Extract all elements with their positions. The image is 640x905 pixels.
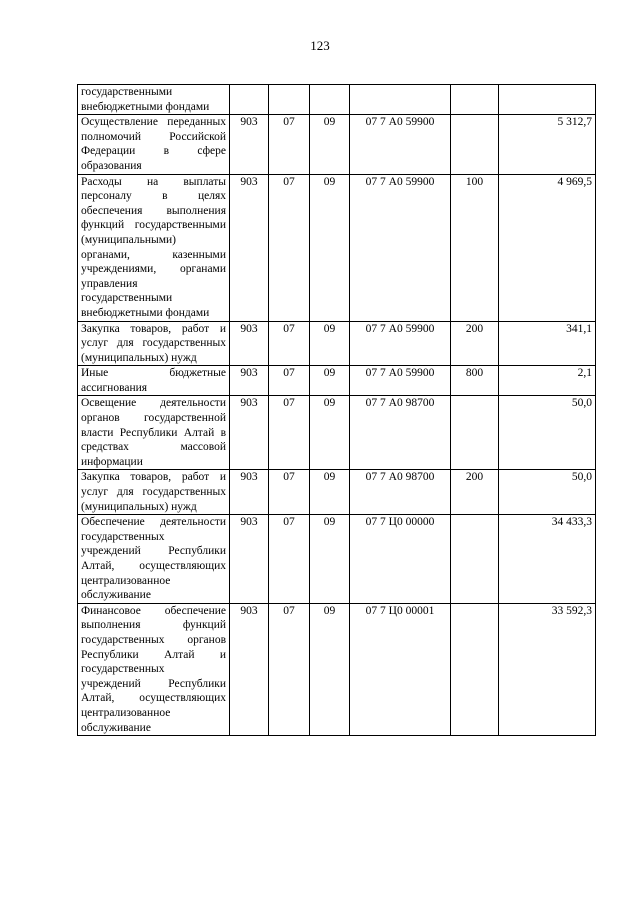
expense-name-cell: Закупка товаров, работ и услуг для государственных (муниципальных) нужд — [78, 321, 230, 366]
section-code-cell: 07 — [269, 470, 310, 515]
expense-name-cell: Закупка товаров, работ и услуг для государственных (муниципальных) нужд — [78, 470, 230, 515]
table-row — [78, 603, 596, 735]
subsection-code-cell: 09 — [310, 515, 350, 604]
subsection-code-cell: 09 — [310, 174, 350, 321]
target-article-cell: 07 7 А0 59900 — [350, 115, 451, 174]
expense-name-cell: Финансовое обеспечение выполнения функций государственных органов Республики Алтай и государственных учреждений Республики Алтай, осуществляющих централизованное обслуживание — [78, 603, 230, 735]
admin-code-cell: 903 — [230, 115, 269, 174]
subsection-code-cell: 09 — [310, 603, 350, 735]
section-code-cell: 07 — [269, 174, 310, 321]
admin-code-cell: 903 — [230, 515, 269, 604]
table-row — [78, 470, 596, 515]
expense-type-cell — [451, 603, 499, 735]
expense-name-cell: Освещение деятельности органов государственной власти Республики Алтай в средствах массовой информации — [78, 396, 230, 470]
expense-type-cell — [451, 515, 499, 604]
sum-cell: 33 592,3 — [499, 603, 596, 735]
expense-name-cell: Обеспечение деятельности государственных учреждений Республики Алтай, осуществляющих централизованное обслуживание — [78, 515, 230, 604]
page-number: 123 — [310, 38, 330, 53]
section-code-cell: 07 — [269, 396, 310, 470]
budget-table — [77, 84, 596, 736]
section-code-cell: 07 — [269, 366, 310, 396]
sum-cell — [499, 85, 596, 115]
section-code-cell: 07 — [269, 115, 310, 174]
target-article-cell: 07 7 Ц0 00000 — [350, 515, 451, 604]
admin-code-cell: 903 — [230, 470, 269, 515]
expense-type-cell: 100 — [451, 174, 499, 321]
sum-cell: 34 433,3 — [499, 515, 596, 604]
sum-cell: 50,0 — [499, 470, 596, 515]
section-code-cell — [269, 85, 310, 115]
section-code-cell: 07 — [269, 603, 310, 735]
target-article-cell: 07 7 Ц0 00001 — [350, 603, 451, 735]
expense-name-cell: Иные бюджетные ассигнования — [78, 366, 230, 396]
section-code-cell: 07 — [269, 515, 310, 604]
target-article-cell: 07 7 А0 59900 — [350, 366, 451, 396]
expense-type-cell — [451, 85, 499, 115]
subsection-code-cell: 09 — [310, 396, 350, 470]
sum-cell: 2,1 — [499, 366, 596, 396]
table-row — [78, 85, 596, 115]
target-article-cell: 07 7 А0 59900 — [350, 321, 451, 366]
admin-code-cell: 903 — [230, 603, 269, 735]
subsection-code-cell — [310, 85, 350, 115]
sum-cell: 5 312,7 — [499, 115, 596, 174]
expense-name-cell: государственными внебюджетными фондами — [78, 85, 230, 115]
expense-name-cell: Осуществление переданных полномочий Российской Федерации в сфере образования — [78, 115, 230, 174]
admin-code-cell: 903 — [230, 396, 269, 470]
section-code-cell: 07 — [269, 321, 310, 366]
target-article-cell: 07 7 А0 98700 — [350, 396, 451, 470]
expense-type-cell: 200 — [451, 321, 499, 366]
expense-name-cell: Расходы на выплаты персоналу в целях обеспечения выполнения функций государственными (муниципальными) органами, казенными учреждениями, органами управления государственными внебюджетными фондами — [78, 174, 230, 321]
expense-type-cell: 200 — [451, 470, 499, 515]
sum-cell: 341,1 — [499, 321, 596, 366]
admin-code-cell: 903 — [230, 174, 269, 321]
expense-type-cell: 800 — [451, 366, 499, 396]
admin-code-cell: 903 — [230, 321, 269, 366]
table-row — [78, 366, 596, 396]
subsection-code-cell: 09 — [310, 470, 350, 515]
sum-cell: 4 969,5 — [499, 174, 596, 321]
sum-cell: 50,0 — [499, 396, 596, 470]
subsection-code-cell: 09 — [310, 321, 350, 366]
table-row — [78, 321, 596, 366]
target-article-cell: 07 7 А0 59900 — [350, 174, 451, 321]
expense-type-cell — [451, 396, 499, 470]
budget-table-body — [78, 85, 596, 736]
table-row — [78, 115, 596, 174]
target-article-cell — [350, 85, 451, 115]
table-row — [78, 396, 596, 470]
subsection-code-cell: 09 — [310, 366, 350, 396]
target-article-cell: 07 7 А0 98700 — [350, 470, 451, 515]
admin-code-cell — [230, 85, 269, 115]
expense-type-cell — [451, 115, 499, 174]
table-row — [78, 174, 596, 321]
table-row — [78, 515, 596, 604]
admin-code-cell: 903 — [230, 366, 269, 396]
subsection-code-cell: 09 — [310, 115, 350, 174]
